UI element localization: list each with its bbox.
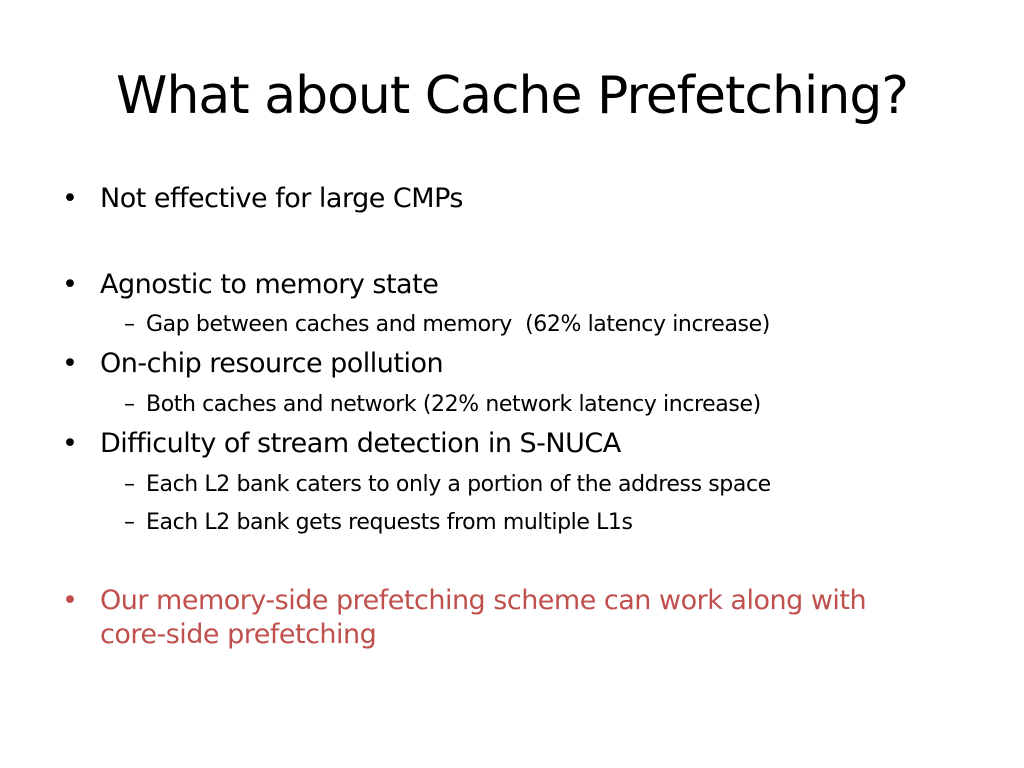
sub-bullet-text: Both caches and network (22% network latency increase) — [146, 392, 761, 417]
bullet-marker: • — [62, 183, 78, 214]
sub-bullet-marker: – — [124, 510, 135, 535]
slide-title: What about Cache Prefetching? — [116, 66, 908, 126]
sub-bullet-text: Gap between caches and memory (62% latency increase) — [146, 312, 770, 337]
bullet-marker: • — [62, 428, 78, 459]
bullet-text: Agnostic to memory state — [100, 269, 439, 300]
bullet-marker: • — [62, 348, 78, 379]
bullet-text: Not effective for large CMPs — [100, 183, 463, 214]
sub-bullet-marker: – — [124, 312, 135, 337]
bullet-text: Difficulty of stream detection in S-NUCA — [100, 428, 621, 459]
bullet-marker: • — [62, 585, 78, 616]
sub-bullet-marker: – — [124, 472, 135, 497]
bullet-text-line: core-side prefetching — [100, 619, 377, 650]
bullet-marker: • — [62, 269, 78, 300]
sub-bullet-marker: – — [124, 392, 135, 417]
bullet-text: On-chip resource pollution — [100, 348, 444, 379]
sub-bullet-text: Each L2 bank caters to only a portion of the address space — [146, 472, 771, 497]
sub-bullet-text: Each L2 bank gets requests from multiple L1s — [146, 510, 633, 535]
bullet-text-line: Our memory-side prefetching scheme can work along with — [100, 585, 867, 616]
